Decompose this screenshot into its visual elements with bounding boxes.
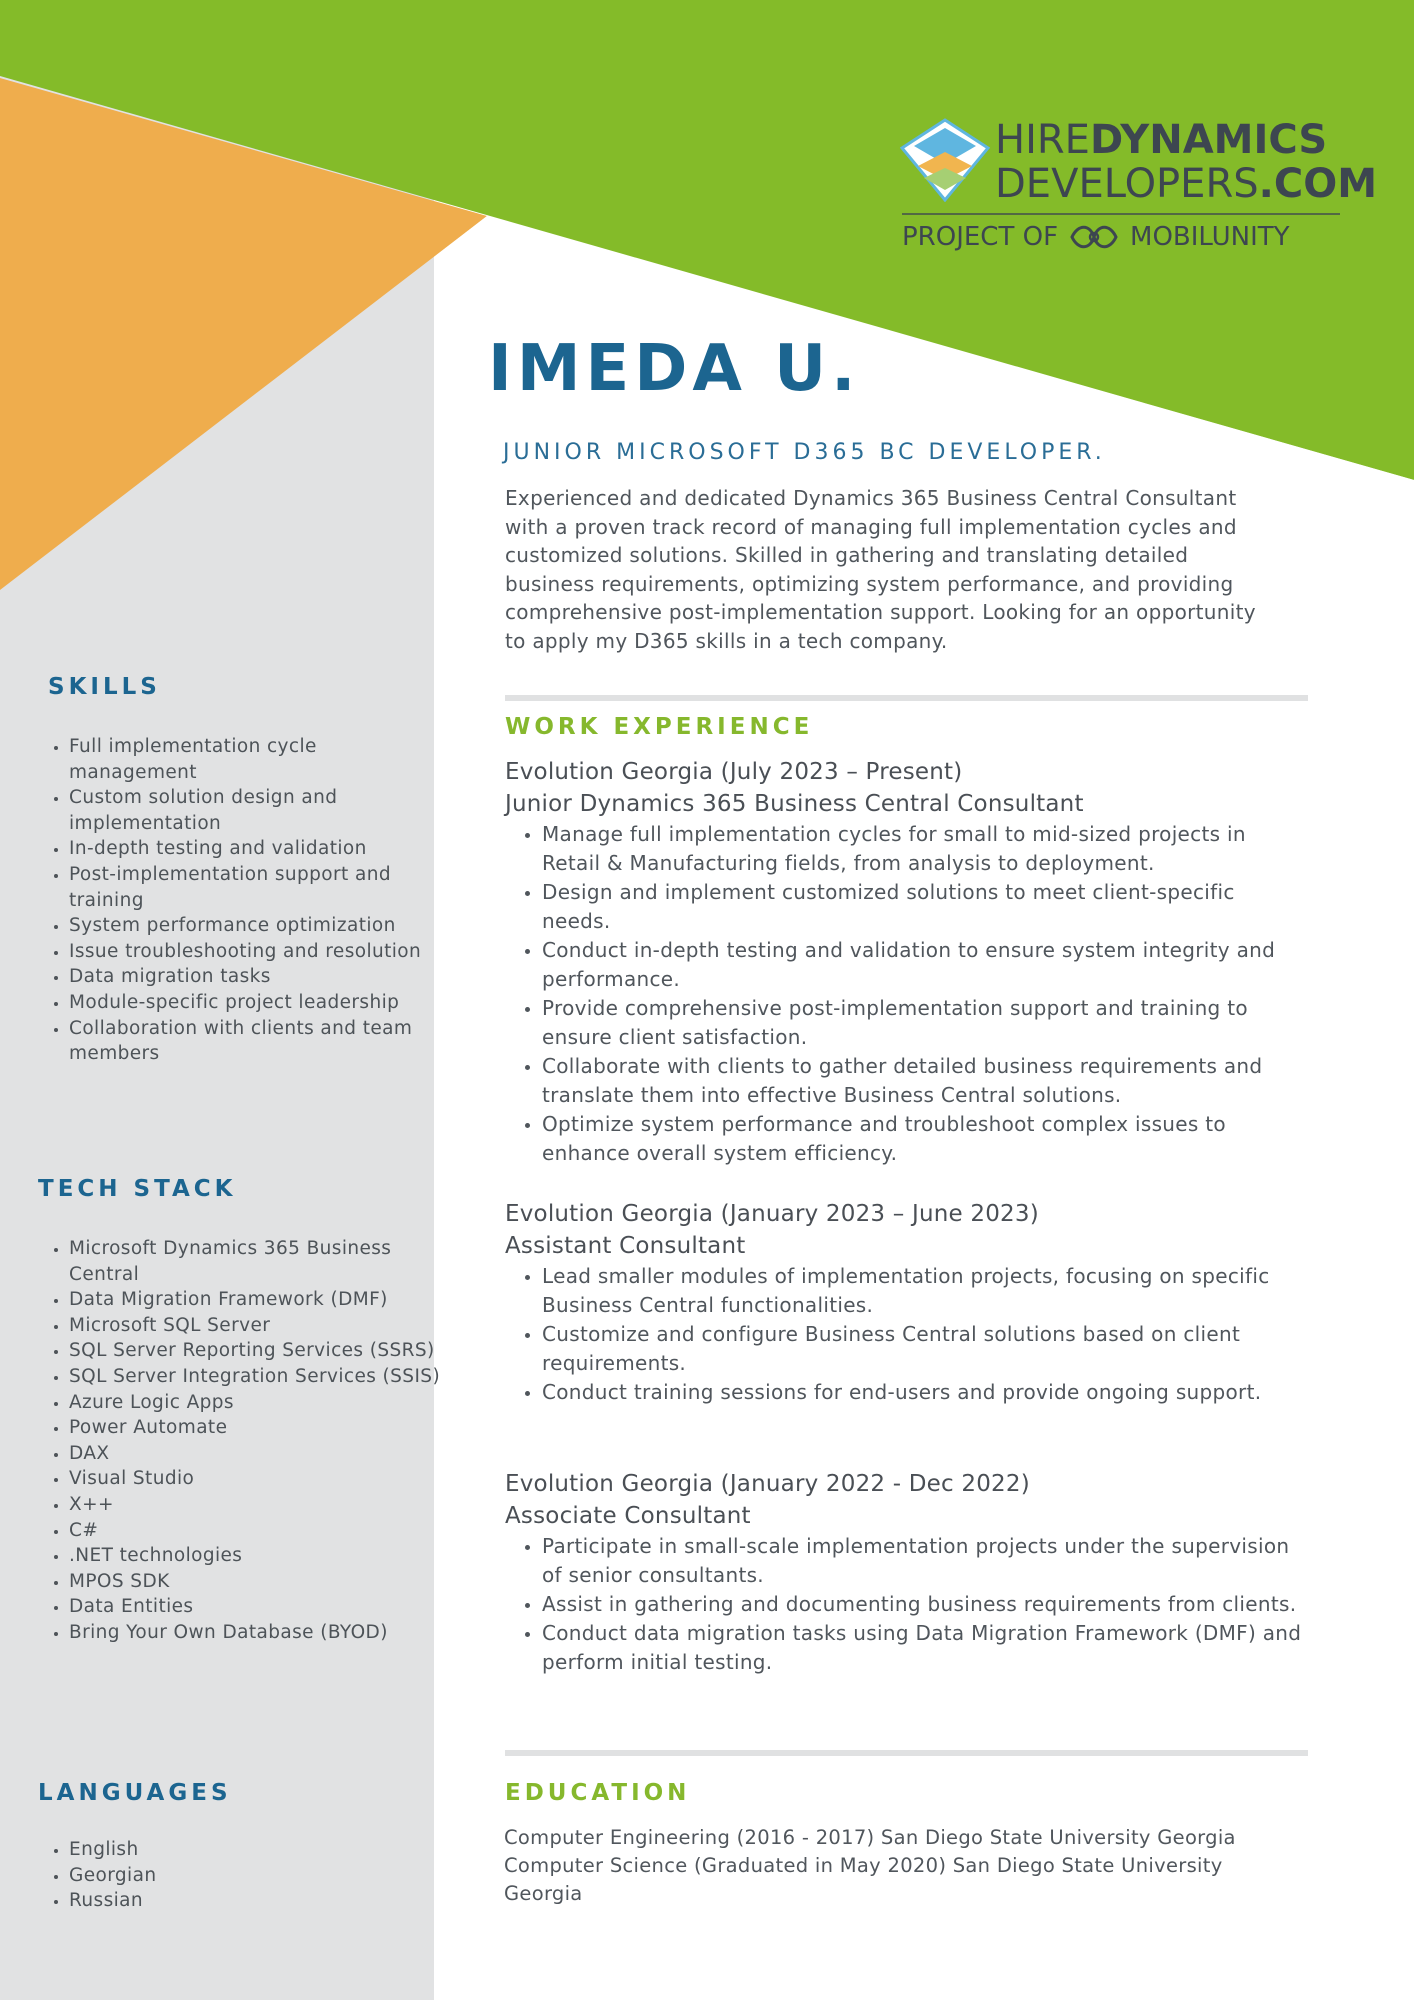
tech-item: • Microsoft Dynamics 365 Business Central	[69, 1236, 449, 1287]
tech-item: • Data Migration Framework (DMF)	[69, 1287, 449, 1313]
skill-item: • Custom solution design and implementation	[69, 785, 449, 836]
logo-tagline: PROJECT OF MOBILUNITY	[902, 222, 1290, 252]
mobilunity-knot-icon	[1068, 222, 1120, 252]
language-item: • Russian	[69, 1888, 449, 1914]
logo-line-2: DEVELOPERS.COM	[995, 161, 1377, 207]
section-divider	[505, 1750, 1308, 1756]
tech-item: • SQL Server Reporting Services (SSRS)	[69, 1338, 449, 1364]
skills-title: SKILLS	[48, 674, 161, 700]
skill-item: • Data migration tasks	[69, 964, 449, 990]
job-responsibilities	[505, 1262, 1305, 1407]
skill-item: • Post-implementation support and training	[69, 862, 449, 913]
responsibility-item: • Customize and configure Business Central solutions based on client requirements.	[542, 1320, 1305, 1378]
responsibility-item: • Assist in gathering and documenting business requirements from clients.	[542, 1590, 1305, 1619]
responsibility-item: • Conduct training sessions for end-users and provide ongoing support.	[542, 1378, 1305, 1407]
job-company: Evolution Georgia (January 2022 - Dec 2022)	[505, 1471, 1030, 1497]
responsibility-item: • Manage full implementation cycles for small to mid-sized projects in Retail & Manufacturing fields, from analysis to deployment.	[542, 820, 1305, 878]
job-position: Associate Consultant	[505, 1503, 751, 1529]
skill-item: • In-depth testing and validation	[69, 836, 449, 862]
education-title: EDUCATION	[505, 1780, 691, 1806]
education-line: Computer Science (Graduated in May 2020) San Diego State University Georgia	[504, 1854, 1223, 1905]
skill-item: • System performance optimization	[69, 913, 449, 939]
company-logo[interactable]	[900, 117, 1377, 258]
tech-item: • C#	[69, 1518, 449, 1544]
logo-divider	[902, 213, 1340, 215]
language-item: • Georgian	[69, 1863, 449, 1889]
tech-item: • Bring Your Own Database (BYOD)	[69, 1620, 449, 1646]
work-experience-title: WORK EXPERIENCE	[505, 714, 814, 740]
candidate-name: IMEDA U.	[488, 332, 861, 406]
job-company: Evolution Georgia (January 2023 – June 2023)	[505, 1201, 1039, 1227]
languages-title: LANGUAGES	[38, 1780, 232, 1806]
skill-item: • Issue troubleshooting and resolution	[69, 939, 449, 965]
education-details	[504, 1824, 1264, 1908]
responsibility-item: • Participate in small-scale implementation projects under the supervision of senior consultants.	[542, 1532, 1305, 1590]
job-company: Evolution Georgia (July 2023 – Present)	[505, 759, 963, 785]
tech-item: • Visual Studio	[69, 1466, 449, 1492]
job-responsibilities	[505, 820, 1305, 1168]
job-responsibilities	[505, 1532, 1305, 1677]
responsibility-item: • Collaborate with clients to gather detailed business requirements and translate them into effective Business Central solutions.	[542, 1052, 1305, 1110]
responsibility-item: • Provide comprehensive post-implementation support and training to ensure client satisfaction.	[542, 994, 1305, 1052]
logo-diamond-icon	[900, 118, 990, 202]
responsibility-item: • Design and implement customized solutions to meet client-specific needs.	[542, 878, 1305, 936]
tech-item: • MPOS SDK	[69, 1569, 449, 1595]
responsibility-item: • Lead smaller modules of implementation projects, focusing on specific Business Central functionalities.	[542, 1262, 1305, 1320]
tech-item: • SQL Server Integration Services (SSIS)	[69, 1364, 449, 1390]
responsibility-item: • Conduct data migration tasks using Data Migration Framework (DMF) and perform initial testing.	[542, 1619, 1305, 1677]
profile-summary: Experienced and dedicated Dynamics 365 Business Central Consultant with a proven track record of managing full implementation cycles and customized solutions. Skilled in gathering and translating detailed business requirements, optimizing system performance, and providing comprehensive post-implementation support. Looking for an opportunity to apply my D365 skills in a tech company.	[505, 486, 1256, 653]
job-position: Assistant Consultant	[505, 1233, 746, 1259]
tech-item: • Power Automate	[69, 1415, 449, 1441]
tech-stack-title: TECH STACK	[38, 1176, 237, 1202]
tech-item: • Data Entities	[69, 1594, 449, 1620]
skill-item: • Collaboration with clients and team members	[69, 1016, 449, 1067]
language-item: • English	[69, 1837, 449, 1863]
tech-item: • .NET technologies	[69, 1543, 449, 1569]
skill-item: • Module-specific project leadership	[69, 990, 449, 1016]
job-entry	[505, 1198, 1305, 1407]
job-position: Junior Dynamics 365 Business Central Consultant	[505, 791, 1084, 817]
logo-line-1: HIREDYNAMICS	[995, 117, 1328, 163]
tech-item: • DAX	[69, 1441, 449, 1467]
responsibility-item: • Conduct in-depth testing and validation to ensure system integrity and performance.	[542, 936, 1305, 994]
tech-item: • Azure Logic Apps	[69, 1390, 449, 1416]
job-entry	[505, 1468, 1305, 1677]
education-line: Computer Engineering (2016 - 2017) San Diego State University Georgia	[504, 1826, 1236, 1849]
responsibility-item: • Optimize system performance and troubleshoot complex issues to enhance overall system efficiency.	[542, 1110, 1305, 1168]
skill-item: • Full implementation cycle management	[69, 734, 449, 785]
tech-item: • Microsoft SQL Server	[69, 1313, 449, 1339]
job-entry	[505, 756, 1305, 1168]
section-divider	[505, 695, 1308, 701]
tech-item: • X++	[69, 1492, 449, 1518]
candidate-role: JUNIOR MICROSOFT D365 BC DEVELOPER.	[503, 440, 1106, 465]
